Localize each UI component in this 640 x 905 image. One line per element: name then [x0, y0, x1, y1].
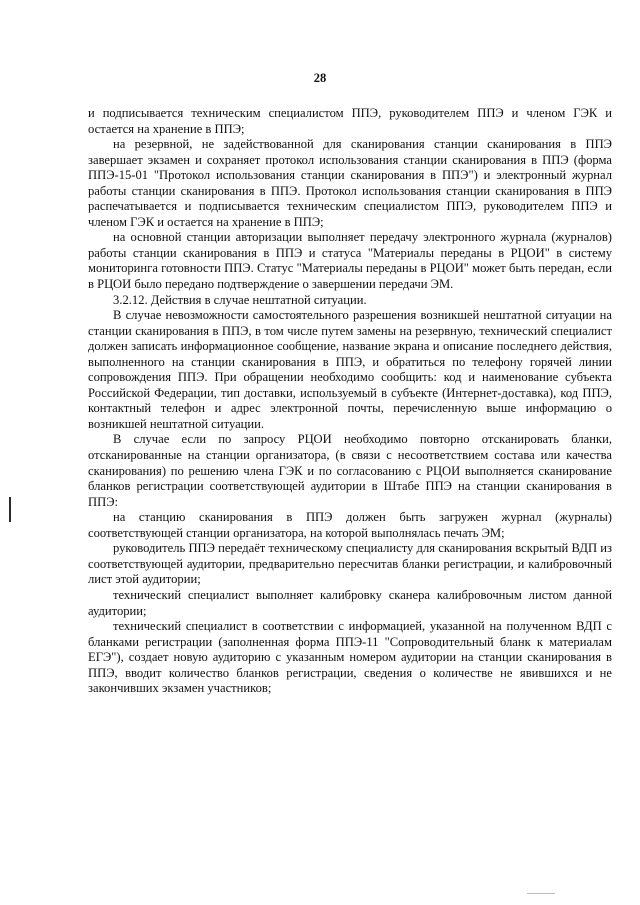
paragraph-main-station: на основной станции авторизации выполняет передачу электронного журнала (журналов) работы станции сканирования в ППЭ и статуса "Материалы переданы в РЦОИ" в систему мониторинга готовности ППЭ. Статус "Материалы переданы в РЦОИ" может быть передан, если в РЦОИ было передано подтверждение о завершении передачи ЭМ. [88, 230, 612, 292]
document-body [88, 106, 612, 697]
paragraph-journal-upload: на станцию сканирования в ППЭ должен быть загружен журнал (журналы) соответствующей станции организатора, на которой выполнялась печать ЭМ; [88, 510, 612, 540]
page-number: 28 [313, 71, 327, 85]
scan-footer-mark [527, 893, 555, 894]
paragraph-reserve-station: на резервной, не задействованной для сканирования станции сканирования в ППЭ завершает экзамен и сохраняет протокол использования станции сканирования в ППЭ (форма ППЭ-15-01 "Протокол использования станции сканирования в ППЭ") и электронный журнал работы станции сканирования в ППЭ. Протокол использования станции сканирования в ППЭ распечатывается и подписывается техническим специалистом ППЭ, руководителем ППЭ и членом ГЭК и остается на хранение в ППЭ; [88, 137, 612, 229]
paragraph-head-transfers: руководитель ППЭ передаёт техническому специалисту для сканирования вскрытый ВДП из соответствующей аудитории, предварительно пересчитав бланки регистрации, и калибровочный лист этой аудитории; [88, 541, 612, 587]
paragraph-new-audience: технический специалист в соответствии с информацией, указанной на полученном ВДП с бланками регистрации (заполненная форма ППЭ-11 "Сопроводительный бланк к материалам ЕГЭ"), создает новую аудиторию с указанным номером аудитории на станции сканирования в ППЭ, вводит количество бланков регистрации, сведения о количестве не явившихся и не закончивших экзамен участников; [88, 619, 612, 696]
paragraph-calibration: технический специалист выполняет калибровку сканера калибровочным листом данной аудитории; [88, 587, 612, 618]
section-heading-3-2-12: 3.2.12. Действия в случае нештатной ситуации. [113, 292, 367, 307]
paragraph-emergency-situation: В случае невозможности самостоятельного разрешения возникшей нештатной ситуации на станции сканирования в ППЭ, в том числе путем замены на резервную, технический специалист должен записать информационное сообщение, название экрана и описание последнего действия, выполненного на станции сканирования в ППЭ, и обратиться по телефону горячей линии сопровождения ППЭ. При обращении необходимо сообщить: код и наименование субъекта Российской Федерации, тип доставки, используемый в субъекте (Интернет-доставка), код ППЭ, контактный телефон и адрес электронной почты, перечисленную выше информацию о возникшей нештатной ситуации. [88, 308, 612, 431]
paragraph-continuation: и подписывается техническим специалистом ППЭ, руководителем ППЭ и членом ГЭК и остается на хранение в ППЭ; [88, 106, 612, 136]
scan-margin-mark [9, 497, 11, 522]
paragraph-rescan-request: В случае если по запросу РЦОИ необходимо повторно отсканировать бланки, отсканированные на станции организатора, (в связи с несоответствием состава или качества сканирования) по решению члена ГЭК и по согласованию с РЦОИ выполняется сканирование бланков регистрации соответствующей аудитории в Штабе ППЭ на станции сканирования в ППЭ: [88, 432, 612, 509]
